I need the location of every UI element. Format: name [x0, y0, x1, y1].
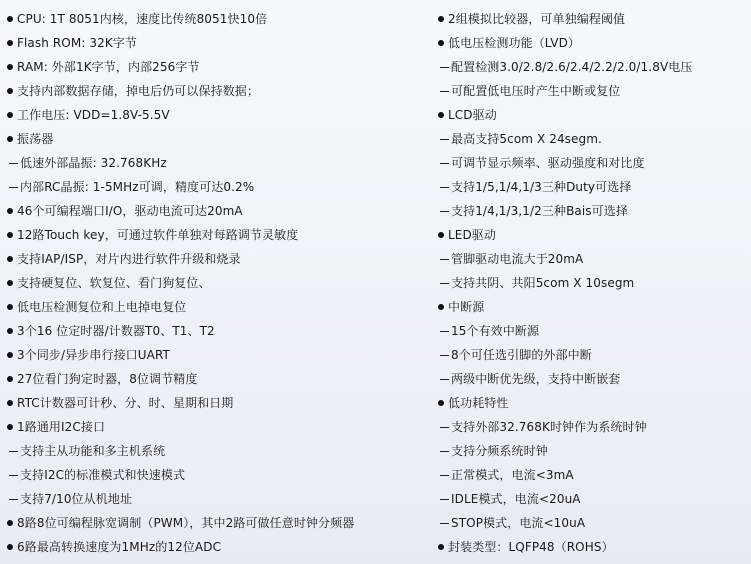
- feature-text: 支持IAP/ISP，对片内进行软件升级和烧录: [17, 252, 241, 266]
- feature-subitem: [6, 151, 431, 175]
- bullet-dot-icon: [7, 280, 13, 286]
- feature-text: Flash ROM: 32K字节: [17, 36, 137, 50]
- feature-text: 低电压检测功能（LVD）: [448, 36, 581, 50]
- feature-text: 6路最高转换速度为1MHz的12位ADC: [17, 540, 222, 554]
- bullet-dot-icon: [7, 40, 13, 46]
- bullet-dot-icon: [7, 400, 13, 406]
- feature-subitem: [6, 175, 431, 199]
- feature-text: STOP模式，电流<10uA: [451, 516, 586, 530]
- bullet-dot-icon: [438, 304, 444, 310]
- feature-text: 工作电压: VDD=1.8V-5.5V: [17, 108, 170, 122]
- feature-item: [6, 7, 431, 31]
- bullet-dot-icon: [7, 112, 13, 118]
- dash-icon: [440, 379, 449, 380]
- feature-subitem: [437, 439, 749, 463]
- bullet-dot-icon: [7, 136, 13, 142]
- bullet-dot-icon: [438, 232, 444, 238]
- feature-text: 支持共阴、共阳5com X 10segm: [451, 276, 635, 290]
- feature-subitem: [437, 367, 749, 391]
- feature-text: RAM: 外部1K字节，内部256字节: [17, 60, 200, 74]
- feature-item: [6, 79, 431, 103]
- feature-subitem: [437, 511, 749, 535]
- dash-icon: [440, 355, 449, 356]
- feature-text: 可配置低电压时产生中断或复位: [451, 84, 621, 98]
- feature-item: [6, 511, 431, 535]
- feature-subitem: [437, 415, 749, 439]
- feature-text: 低电压检测复位和上电掉电复位: [17, 300, 187, 314]
- bullet-dot-icon: [7, 64, 13, 70]
- feature-subitem: [437, 319, 749, 343]
- bullet-dot-icon: [7, 352, 13, 358]
- bullet-dot-icon: [438, 400, 444, 406]
- dash-icon: [440, 475, 449, 476]
- bullet-dot-icon: [438, 16, 444, 22]
- feature-text: CPU: 1T 8051内核，速度比传统8051快10倍: [17, 12, 268, 26]
- feature-text: 封装类型：LQFP48（ROHS）: [448, 540, 614, 554]
- feature-subitem: [437, 343, 749, 367]
- bullet-dot-icon: [7, 328, 13, 334]
- dash-icon: [9, 163, 18, 164]
- feature-text: 3个16 位定时器/计数器T0、T1、T2: [17, 324, 215, 338]
- feature-text: 支持7/10位从机地址: [20, 492, 133, 506]
- feature-text: 3个同步/异步串行接口UART: [17, 348, 170, 362]
- dash-icon: [440, 139, 449, 140]
- feature-item: [6, 535, 431, 559]
- feature-text: 低速外部晶振: 32.768KHz: [20, 156, 167, 170]
- feature-subitem: [437, 175, 749, 199]
- dash-icon: [440, 211, 449, 212]
- feature-item: [6, 223, 431, 247]
- bullet-dot-icon: [7, 520, 13, 526]
- feature-text: 最高支持5com X 24segm.: [451, 132, 602, 146]
- bullet-dot-icon: [7, 88, 13, 94]
- dash-icon: [440, 451, 449, 452]
- feature-text: 支持I2C的标准模式和快速模式: [20, 468, 186, 482]
- feature-item: [6, 103, 431, 127]
- feature-subitem: [437, 463, 749, 487]
- bullet-dot-icon: [438, 544, 444, 550]
- bullet-dot-icon: [7, 304, 13, 310]
- dash-icon: [440, 187, 449, 188]
- feature-item: [6, 295, 431, 319]
- feature-subitem: [437, 127, 749, 151]
- feature-item: [6, 31, 431, 55]
- feature-item: [6, 391, 431, 415]
- bullet-dot-icon: [7, 208, 13, 214]
- feature-item: [437, 7, 749, 31]
- bullet-dot-icon: [7, 232, 13, 238]
- feature-text: 两级中断优先级，支持中断嵌套: [451, 372, 621, 386]
- dash-icon: [440, 523, 449, 524]
- feature-item: [6, 343, 431, 367]
- feature-subitem: [437, 271, 749, 295]
- feature-text: 振荡器: [17, 132, 54, 146]
- feature-text: 内部RC晶振: 1-5MHz可调，精度可达0.2%: [20, 180, 255, 194]
- bullet-dot-icon: [7, 544, 13, 550]
- feature-item: [437, 535, 749, 559]
- feature-text: 12路Touch key，可通过软件单独对每路调节灵敏度: [17, 228, 299, 242]
- dash-icon: [440, 91, 449, 92]
- feature-text: 中断源: [448, 300, 485, 314]
- feature-text: 支持分频系统时钟: [451, 444, 548, 458]
- feature-item: [6, 319, 431, 343]
- left-feature-column: [6, 7, 431, 559]
- bullet-dot-icon: [7, 256, 13, 262]
- dash-icon: [440, 259, 449, 260]
- feature-item: [6, 247, 431, 271]
- feature-text: 15个有效中断源: [451, 324, 540, 338]
- bullet-dot-icon: [7, 16, 13, 22]
- feature-item: [6, 271, 431, 295]
- feature-text: 2组模拟比较器，可单独编程阈值: [448, 12, 626, 26]
- feature-text: LED驱动: [448, 228, 497, 242]
- feature-item: [437, 31, 749, 55]
- feature-item: [6, 127, 431, 151]
- feature-text: 1路通用I2C接口: [17, 420, 106, 434]
- feature-text: IDLE模式，电流<20uA: [451, 492, 581, 506]
- feature-subitem: [437, 199, 749, 223]
- feature-item: [437, 391, 749, 415]
- feature-text: 8个可任选引脚的外部中断: [451, 348, 592, 362]
- dash-icon: [440, 163, 449, 164]
- feature-text: RTC计数器可计秒、分、时、星期和日期: [17, 396, 234, 410]
- feature-text: 配置检测3.0/2.8/2.6/2.4/2.2/2.0/1.8V电压: [451, 60, 693, 74]
- feature-item: [6, 55, 431, 79]
- feature-subitem: [6, 439, 431, 463]
- feature-text: 8路8位可编程脉宽调制（PWM），其中2路可做任意时钟分频器: [17, 516, 355, 530]
- feature-text: 正常模式，电流<3mA: [451, 468, 574, 482]
- feature-item: [437, 103, 749, 127]
- dash-icon: [440, 499, 449, 500]
- bullet-dot-icon: [438, 112, 444, 118]
- bullet-dot-icon: [7, 424, 13, 430]
- feature-text: 支持主从功能和多主机系统: [20, 444, 166, 458]
- feature-subitem: [437, 55, 749, 79]
- feature-text: 46个可编程端口I/O，驱动电流可达20mA: [17, 204, 243, 218]
- feature-subitem: [437, 79, 749, 103]
- feature-text: 27位看门狗定时器，8位调节精度: [17, 372, 198, 386]
- dash-icon: [9, 499, 18, 500]
- feature-text: LCD驱动: [448, 108, 497, 122]
- feature-item: [6, 367, 431, 391]
- dash-icon: [9, 475, 18, 476]
- dash-icon: [440, 427, 449, 428]
- feature-item: [6, 415, 431, 439]
- dash-icon: [9, 187, 18, 188]
- feature-text: 支持硬复位、软复位、看门狗复位、: [17, 276, 211, 290]
- dash-icon: [440, 331, 449, 332]
- feature-text: 支持内部数据存储，掉电后仍可以保持数据；: [17, 84, 260, 98]
- feature-subitem: [437, 151, 749, 175]
- feature-item: [6, 199, 431, 223]
- feature-item: [437, 223, 749, 247]
- dash-icon: [440, 67, 449, 68]
- feature-subitem: [6, 487, 431, 511]
- feature-subitem: [437, 487, 749, 511]
- feature-text: 可调节显示频率、驱动强度和对比度: [451, 156, 645, 170]
- right-feature-column: [437, 7, 749, 559]
- dash-icon: [440, 283, 449, 284]
- feature-subitem: [6, 463, 431, 487]
- dash-icon: [9, 451, 18, 452]
- feature-subitem: [437, 247, 749, 271]
- feature-text: 管脚驱动电流大于20mA: [451, 252, 584, 266]
- bullet-dot-icon: [7, 376, 13, 382]
- feature-text: 低功耗特性: [448, 396, 509, 410]
- feature-text: 支持1/5,1/4,1/3三种Duty可选择: [451, 180, 632, 194]
- feature-item: [437, 295, 749, 319]
- feature-text: 支持外部32.768K时钟作为系统时钟: [451, 420, 647, 434]
- feature-text: 支持1/4,1/3,1/2三种Bais可选择: [451, 204, 628, 218]
- bullet-dot-icon: [438, 40, 444, 46]
